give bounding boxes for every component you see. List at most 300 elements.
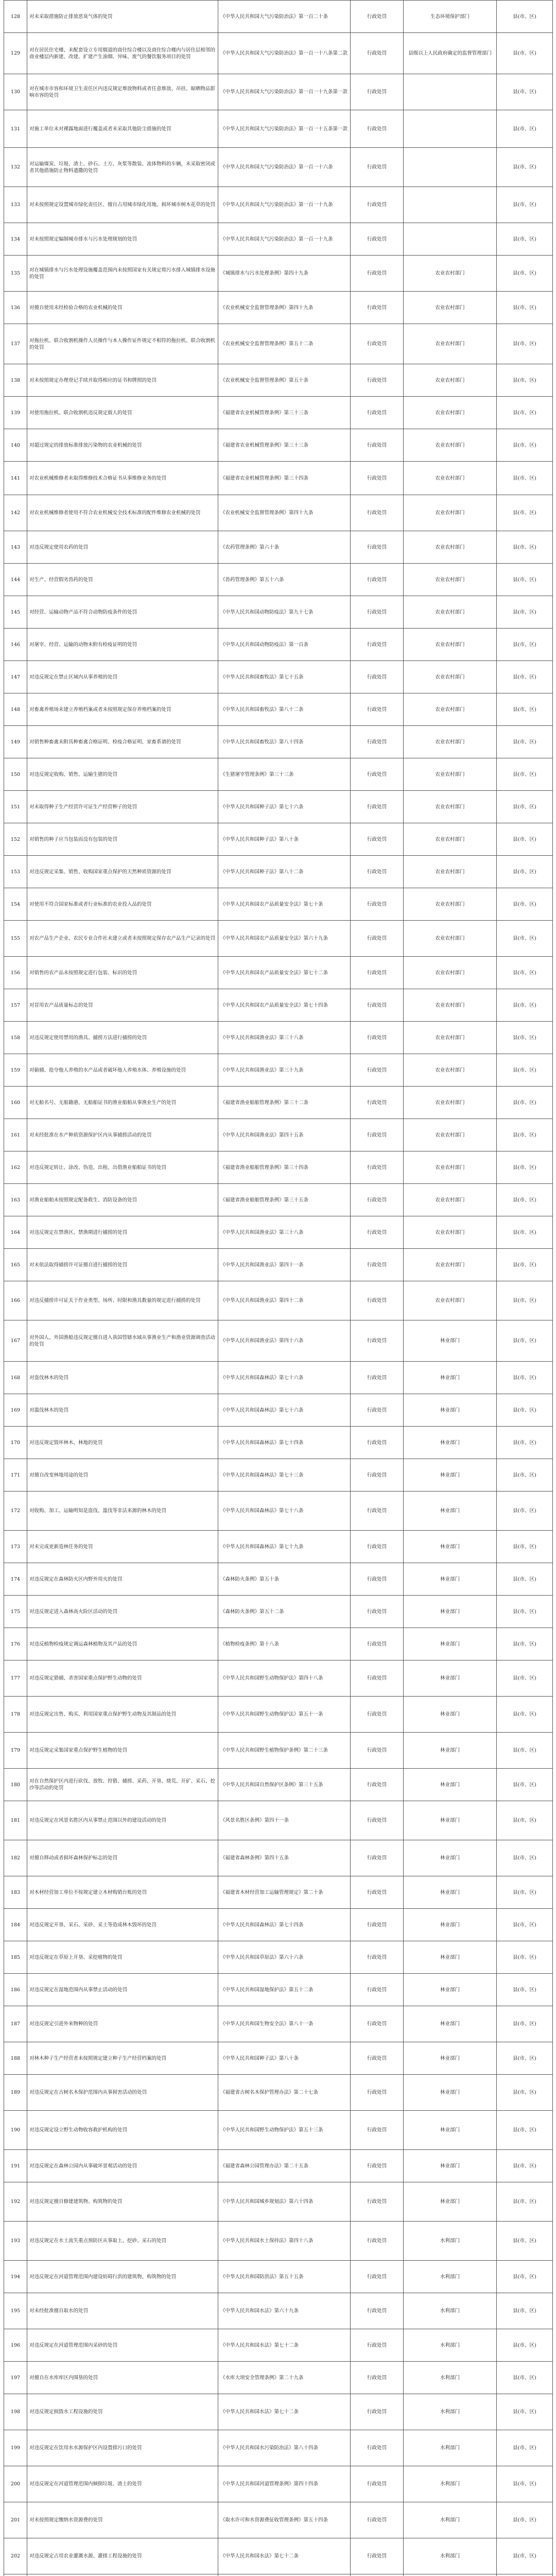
table-row (4, 1628, 553, 1660)
exercise-level-cell: 县(市、区) (497, 2430, 553, 2466)
exercise-level-cell: 县(市、区) (497, 2261, 553, 2293)
row-number-cell: 172 (4, 1492, 27, 1531)
table-row (4, 495, 553, 531)
matter-name-cell: 对在居民住宅楼、未配套设立专用烟道的商住综合楼以及商住综合楼内与居住层相邻的商业楼层内新建、改建、扩建产生油烟、异味、废气的餐饮服务项目的处罚 (27, 33, 218, 74)
matter-name-cell: 对违反规定在河道管理范围内倾倒垃圾、渣土的处罚 (27, 2466, 218, 2502)
exercise-level-cell: 县(市、区) (497, 1596, 553, 1628)
row-number-cell: 128 (4, 1, 27, 33)
exercise-level-cell: 县(市、区) (497, 758, 553, 791)
matter-name-cell: 对在自然保护区内进行砍伐、放牧、狩猎、捕捞、采药、开垦、烧荒、开矿、采石、挖沙等活动的处罚 (27, 1769, 218, 1801)
implementing-department-cell: 农业农村部门 (404, 629, 497, 661)
exercise-level-cell: 县(市、区) (497, 2293, 553, 2329)
implementing-department-cell: 农业农村部门 (404, 1281, 497, 1320)
implementing-department-cell: 农业农村部门 (404, 1184, 497, 1216)
table-row (4, 2222, 553, 2261)
row-number-cell: 162 (4, 1151, 27, 1184)
matter-name-cell: 对违反规定擅自修建建筑物、构筑物的处罚 (27, 2182, 218, 2222)
exercise-level-cell: 县(市、区) (497, 1876, 553, 1909)
power-type-cell: 行政处罚 (351, 791, 404, 823)
implementing-department-cell: 林业部门 (404, 1840, 497, 1876)
legal-basis-cell: 《中华人民共和国渔业法》第四十五条 (218, 1119, 351, 1151)
row-number-cell: 198 (4, 2394, 27, 2430)
exercise-level-cell: 县(市、区) (497, 2182, 553, 2222)
legal-basis-cell: 《中华人民共和国农产品质量安全法》第七十四条 (218, 989, 351, 1022)
legal-basis-cell: 《森林防火条例》第五十二条 (218, 1596, 351, 1628)
row-number-cell: 182 (4, 1840, 27, 1876)
exercise-level-cell: 县(市、区) (497, 33, 553, 74)
exercise-level-cell: 县(市、区) (497, 187, 553, 223)
matter-name-cell: 对未按照规定办理登记手续并取得相应的证书和牌照的处罚 (27, 364, 218, 397)
table-row (4, 1459, 553, 1492)
exercise-level-cell: 县(市、区) (497, 2042, 553, 2075)
exercise-level-cell: 县(市、区) (497, 495, 553, 531)
row-number-cell: 135 (4, 256, 27, 292)
table-row (4, 629, 553, 661)
exercise-level-cell: 县(市、区) (497, 256, 553, 292)
exercise-level-cell: 县(市、区) (497, 397, 553, 429)
table-row (4, 957, 553, 989)
implementing-department-cell: 林业部门 (404, 1394, 497, 1427)
legal-basis-cell: 《中华人民共和国生物安全法》第八十一条 (218, 2006, 351, 2042)
row-number-cell: 179 (4, 1733, 27, 1769)
row-number-cell: 194 (4, 2261, 27, 2293)
implementing-department-cell: 水利部门 (404, 2430, 497, 2466)
legal-basis-cell: 《中华人民共和国动物防疫法》第一百条 (218, 629, 351, 661)
table-row (4, 2075, 553, 2111)
exercise-level-cell: 县(市、区) (497, 1941, 553, 1974)
exercise-level-cell: 县(市、区) (497, 148, 553, 187)
implementing-department-cell: 农业农村部门 (404, 429, 497, 462)
power-type-cell: 行政处罚 (351, 1087, 404, 1119)
row-number-cell: 149 (4, 726, 27, 758)
exercise-level-cell: 县(市、区) (497, 462, 553, 495)
table-row (4, 256, 553, 292)
implementing-department-cell: 水利部门 (404, 2466, 497, 2502)
row-number-cell: 147 (4, 661, 27, 693)
matter-name-cell: 对违反规定在水土流失重点预防区从事取土、挖砂、采石的处罚 (27, 2222, 218, 2261)
power-type-cell: 行政处罚 (351, 1249, 404, 1281)
power-type-cell: 行政处罚 (351, 2502, 404, 2538)
exercise-level-cell: 县(市、区) (497, 1909, 553, 1941)
implementing-department-cell: 林业部门 (404, 1427, 497, 1459)
matter-name-cell: 对农产品生产企业、农民专业合作社未建立或者未按照规定保存农产品生产记录的处罚 (27, 921, 218, 957)
power-type-cell: 行政处罚 (351, 1022, 404, 1054)
matter-name-cell: 对未取得种子生产经营许可证生产经营种子的处罚 (27, 791, 218, 823)
matter-name-cell: 对违反规定采集国家重点保护野生植物的处罚 (27, 1733, 218, 1769)
row-number-cell: 176 (4, 1628, 27, 1660)
exercise-level-cell: 县(市、区) (497, 1769, 553, 1801)
legal-basis-cell: 《中华人民共和国水法》第七十二条 (218, 2394, 351, 2430)
table-row (4, 148, 553, 187)
implementing-department-cell: 水利部门 (404, 2362, 497, 2394)
implementing-department-cell: 林业部门 (404, 1697, 497, 1733)
exercise-level-cell: 县(市、区) (497, 292, 553, 324)
exercise-level-cell: 县(市、区) (497, 1801, 553, 1840)
table-row (4, 1427, 553, 1459)
power-type-cell: 行政处罚 (351, 1394, 404, 1427)
exercise-level-cell: 县(市、区) (497, 1563, 553, 1596)
row-number-cell: 151 (4, 791, 27, 823)
exercise-level-cell: 县(市、区) (497, 1249, 553, 1281)
row-number-cell: 202 (4, 2538, 27, 2574)
legal-basis-cell: 《生猪屠宰管理条例》第三十三条 (218, 758, 351, 791)
legal-basis-cell: 《福建省古树名木保护管理办法》第二十七条 (218, 2075, 351, 2111)
matter-name-cell: 对擅自移动或者损坏森林保护标志的处罚 (27, 1840, 218, 1876)
implementing-department-cell: 林业部门 (404, 2042, 497, 2075)
table-row (4, 397, 553, 429)
exercise-level-cell: 县(市、区) (497, 1840, 553, 1876)
power-type-cell: 行政处罚 (351, 1362, 404, 1394)
matter-name-cell: 对运输煤炭、垃圾、渣土、砂石、土方、灰浆等散装、流体物料的车辆，未采取密闭或者其他措施防止物料遗撒的处罚 (27, 148, 218, 187)
table-row (4, 2111, 553, 2150)
legal-basis-cell: 《中华人民共和国森林法》第七十四条 (218, 1427, 351, 1459)
row-number-cell: 177 (4, 1660, 27, 1697)
row-number-cell: 180 (4, 1769, 27, 1801)
table-row (4, 292, 553, 324)
matter-name-cell: 对违反规定猎捕、杀害国家重点保护野生动物的处罚 (27, 1660, 218, 1697)
power-type-cell: 行政处罚 (351, 531, 404, 564)
table-row (4, 2466, 553, 2502)
implementing-department-cell: 水利部门 (404, 2222, 497, 2261)
implementing-department-cell: 农业农村部门 (404, 1119, 497, 1151)
matter-name-cell: 对违反规定在河道管理范围内建设妨碍行洪的建筑物、构筑物的处罚 (27, 2261, 218, 2293)
power-type-cell: 行政处罚 (351, 1697, 404, 1733)
legal-basis-cell: 《中华人民共和国森林法》第七十六条 (218, 1394, 351, 1427)
power-type-cell: 行政处罚 (351, 1, 404, 33)
row-number-cell: 184 (4, 1909, 27, 1941)
implementing-department-cell (404, 223, 497, 256)
exercise-level-cell: 县(市、区) (497, 324, 553, 364)
legal-basis-cell: 《中华人民共和国森林法》第七十九条 (218, 1531, 351, 1563)
row-number-cell: 155 (4, 921, 27, 957)
matter-name-cell: 对违反规定在古树名木保护范围内从事损害活动的处罚 (27, 2075, 218, 2111)
exercise-level-cell: 县(市、区) (497, 1733, 553, 1769)
power-type-cell: 行政处罚 (351, 397, 404, 429)
legal-basis-cell: 《中华人民共和国大气污染防治法》第一百一十五条第一款 (218, 110, 351, 148)
table-row (4, 2293, 553, 2329)
row-number-cell: 144 (4, 564, 27, 596)
matter-name-cell: 对林木种子生产经营者未按照规定建立种子生产经营档案的处罚 (27, 2042, 218, 2075)
table-row (4, 1281, 553, 1320)
matter-name-cell: 对拖拉机、联合收割机操作人员操作与本人操作证件规定不相符的拖拉机、联合收割机的处罚 (27, 324, 218, 364)
matter-name-cell: 对未完成更新造林任务的处罚 (27, 1531, 218, 1563)
exercise-level-cell: 县(市、区) (497, 2362, 553, 2394)
table-row (4, 791, 553, 823)
power-type-cell: 行政处罚 (351, 1054, 404, 1087)
row-number-cell: 195 (4, 2293, 27, 2329)
row-number-cell: 137 (4, 324, 27, 364)
exercise-level-cell: 县(市、区) (497, 1281, 553, 1320)
row-number-cell: 146 (4, 629, 27, 661)
table-row (4, 1119, 553, 1151)
implementing-department-cell (404, 2574, 497, 2576)
power-type-cell: 行政处罚 (351, 726, 404, 758)
power-type-cell: 行政处罚 (351, 1733, 404, 1769)
legal-basis-cell: 《中华人民共和国农产品质量安全法》第七十条 (218, 888, 351, 921)
exercise-level-cell: 县(市、区) (497, 1022, 553, 1054)
row-number-cell: 173 (4, 1531, 27, 1563)
power-type-cell: 行政处罚 (351, 888, 404, 921)
implementing-department-cell: 农业农村部门 (404, 495, 497, 531)
legal-basis-cell: 《兽药管理条例》第五十六条 (218, 564, 351, 596)
legal-basis-cell: 《中华人民共和国水法》第七十二条 (218, 2329, 351, 2362)
table-row (4, 2329, 553, 2362)
power-type-cell: 行政处罚 (351, 1974, 404, 2006)
exercise-level-cell: 县(市、区) (497, 823, 553, 856)
matter-name-cell: 对违反规定使用禁用的渔具、捕捞方法进行捕捞的处罚 (27, 1022, 218, 1054)
row-number-cell: 129 (4, 33, 27, 74)
legal-basis-cell: 《森林防火条例》第五十条 (218, 1563, 351, 1596)
power-type-cell: 行政处罚 (351, 2430, 404, 2466)
table-row (4, 2574, 553, 2576)
exercise-level-cell: 县(市、区) (497, 1216, 553, 1249)
implementing-department-cell: 农业农村部门 (404, 957, 497, 989)
legal-basis-cell: 《农业机械安全监督管理条例》第五十条 (218, 364, 351, 397)
table-row (4, 2042, 553, 2075)
legal-basis-cell: 《中华人民共和国湿地保护法》第五十二条 (218, 1974, 351, 2006)
legal-basis-cell: 《中华人民共和国畜牧法》第七十五条 (218, 661, 351, 693)
table-row (4, 2362, 553, 2394)
row-number-cell: 164 (4, 1216, 27, 1249)
exercise-level-cell: 县(市、区) (497, 791, 553, 823)
row-number-cell: 171 (4, 1459, 27, 1492)
legal-basis-cell: 《福建省农业机械管理条例》第三十三条 (218, 429, 351, 462)
row-number-cell: 197 (4, 2362, 27, 2394)
implementing-department-cell: 林业部门 (404, 1660, 497, 1697)
power-type-cell: 行政处罚 (351, 2538, 404, 2574)
row-number-cell: 186 (4, 1974, 27, 2006)
legal-basis-cell: 《福建省渔业船舶管理条例》第三十二条 (218, 1087, 351, 1119)
matter-name-cell: 对违反规定在饮用水水源保护区内设置排污口的处罚 (27, 2430, 218, 2466)
matter-name-cell: 对违反规定开垦、采石、采砂、采土等造成林木毁坏的处罚 (27, 1909, 218, 1941)
row-number-cell: 169 (4, 1394, 27, 1427)
row-number-cell: 163 (4, 1184, 27, 1216)
exercise-level-cell: 县(市、区) (497, 629, 553, 661)
table-row (4, 1733, 553, 1769)
legal-basis-cell: 《中华人民共和国野生动物保护法》第五十一条 (218, 1697, 351, 1733)
legal-basis-cell: 《中华人民共和国农产品质量安全法》第七十二条 (218, 957, 351, 989)
matter-name-cell: 对滥伐林木的处罚 (27, 1394, 218, 1427)
exercise-level-cell: 县(市、区) (497, 429, 553, 462)
exercise-level-cell: 县(市、区) (497, 989, 553, 1022)
implementing-department-cell: 林业部门 (404, 1801, 497, 1840)
legal-basis-cell: 《福建省渔业船舶管理条例》第三十四条 (218, 1151, 351, 1184)
matter-name-cell: 对屠宰、经营、运输的动物未附有检疫证明的处罚 (27, 629, 218, 661)
legal-basis-cell: 《植物检疫条例》第十八条 (218, 1628, 351, 1660)
exercise-level-cell: 县(市、区) (497, 888, 553, 921)
table-row (4, 2538, 553, 2574)
row-number-cell (4, 2574, 27, 2576)
legal-basis-cell: 《中华人民共和国防洪法》第五十五条 (218, 2261, 351, 2293)
power-type-cell: 行政处罚 (351, 2394, 404, 2430)
matter-name-cell: 对违反规定进入森林高火险区活动的处罚 (27, 1596, 218, 1628)
implementing-department-cell: 林业部门 (404, 1628, 497, 1660)
table-row (4, 364, 553, 397)
row-number-cell: 200 (4, 2466, 27, 2502)
table-row (4, 1216, 553, 1249)
exercise-level-cell: 县(市、区) (497, 693, 553, 726)
power-list-table (4, 0, 553, 2576)
matter-name-cell: 对无船名号、无船籍港、无船舶证书的渔业船舶从事渔业生产的处罚 (27, 1087, 218, 1119)
legal-basis-cell: 《中华人民共和国种子法》第八十条 (218, 2042, 351, 2075)
legal-basis-cell: 《中华人民共和国大气污染防治法》第一百一十九条 (218, 223, 351, 256)
matter-name-cell: 对经营、运输动物产品不符合动物防疫条件的处罚 (27, 596, 218, 629)
legal-basis-cell: 《中华人民共和国森林法》第七十六条 (218, 1362, 351, 1394)
matter-name-cell: 对违反规定引进外来物种的处罚 (27, 2006, 218, 2042)
row-number-cell: 145 (4, 596, 27, 629)
matter-name-cell: 对违反规定在草原上开垦、采挖植物的处罚 (27, 1941, 218, 1974)
matter-name-cell: 对擅自使用未经检验合格的农业机械的处罚 (27, 292, 218, 324)
table-row (4, 1596, 553, 1628)
implementing-department-cell: 农业农村部门 (404, 921, 497, 957)
table-row (4, 1087, 553, 1119)
implementing-department-cell: 农业农村部门 (404, 1249, 497, 1281)
legal-basis-cell: 《中华人民共和国森林法》第七十八条 (218, 1492, 351, 1531)
implementing-department-cell: 水利部门 (404, 2261, 497, 2293)
implementing-department-cell: 林业部门 (404, 1320, 497, 1362)
row-number-cell: 138 (4, 364, 27, 397)
legal-basis-cell: 《福建省农业机械管理条例》第三十四条 (218, 462, 351, 495)
table-row (4, 1563, 553, 1596)
power-type-cell: 行政处罚 (351, 292, 404, 324)
row-number-cell: 199 (4, 2430, 27, 2466)
legal-basis-cell: 《风景名胜区条例》第四十一条 (218, 1801, 351, 1840)
exercise-level-cell: 县(市、区) (497, 596, 553, 629)
matter-name-cell: 对未经批准擅自取水的处罚 (27, 2293, 218, 2329)
legal-basis-cell: 《福建省农业机械管理条例》第三十三条 (218, 397, 351, 429)
row-number-cell: 160 (4, 1087, 27, 1119)
power-type-cell: 行政处罚 (351, 1660, 404, 1697)
power-type-cell: 行政处罚 (351, 1459, 404, 1492)
power-type-cell: 行政处罚 (351, 1563, 404, 1596)
power-type-cell: 行政处罚 (351, 1596, 404, 1628)
power-type-cell: 行政处罚 (351, 324, 404, 364)
implementing-department-cell: 农业农村部门 (404, 1087, 497, 1119)
legal-basis-cell: 《农业机械安全监督管理条例》第四十九条 (218, 495, 351, 531)
power-type-cell: 行政处罚 (351, 1151, 404, 1184)
matter-name-cell: 对收购、加工、运输明知是盗伐、滥伐等非法来源的林木的处罚 (27, 1492, 218, 1531)
implementing-department-cell: 农业农村部门 (404, 1054, 497, 1087)
implementing-department-cell: 林业部门 (404, 1563, 497, 1596)
matter-name-cell: 对在城镇排水与污水处理设施覆盖范围内未按照国家有关规定将污水排入城镇排水设施的处罚 (27, 256, 218, 292)
legal-basis-cell: 《城镇排水与污水处理条例》第四十九条 (218, 256, 351, 292)
row-number-cell: 133 (4, 187, 27, 223)
matter-name-cell: 对违反规定在湿地范围内从事禁止活动的处罚 (27, 1974, 218, 2006)
matter-name-cell: 对未按照规定设置城市绿化责任区、擅自占用城市绿化用地、损坏城市树木花草的处罚 (27, 187, 218, 223)
matter-name-cell: 对违反规定在森林公园内从事破坏景观活动的处罚 (27, 2150, 218, 2182)
implementing-department-cell (404, 148, 497, 187)
matter-name-cell: 对渔业船舶未按照规定配备救生、消防设备的处罚 (27, 1184, 218, 1216)
legal-basis-cell: 《福建省渔业船舶管理条例》第三十五条 (218, 1184, 351, 1216)
matter-name-cell: 对违反规定在禁渔区、禁渔期进行捕捞的处罚 (27, 1216, 218, 1249)
matter-name-cell: 对未采取措施防止排放恶臭气体的处罚 (27, 1, 218, 33)
table-row (4, 33, 553, 74)
implementing-department-cell: 农业农村部门 (404, 256, 497, 292)
row-number-cell: 181 (4, 1801, 27, 1840)
row-number-cell: 187 (4, 2006, 27, 2042)
table-row (4, 1184, 553, 1216)
power-type-cell: 行政处罚 (351, 989, 404, 1022)
matter-name-cell: 对木材经营加工单位不按规定建立木材购销台账的处罚 (27, 1876, 218, 1909)
exercise-level-cell: 县(市、区) (497, 1660, 553, 1697)
table-row (4, 726, 553, 758)
matter-name-cell: 对违反规定在森林防火区内野外用火的处罚 (27, 1563, 218, 1596)
matter-name-cell: 对违反规定采集、销售、收购国家重点保护的天然种质资源的处罚 (27, 856, 218, 888)
power-type-cell: 行政处罚 (351, 1184, 404, 1216)
exercise-level-cell: 县(市、区) (497, 856, 553, 888)
matter-name-cell: 对农业机械维修者未取得维修技术合格证书从事维修业务的处罚 (27, 462, 218, 495)
table-row (4, 1974, 553, 2006)
power-type-cell: 行政处罚 (351, 1876, 404, 1909)
exercise-level-cell: 县(市、区) (497, 957, 553, 989)
implementing-department-cell: 生态环境保护部门 (404, 1, 497, 33)
legal-basis-cell: 《中华人民共和国野生动物保护法》第五十三条 (218, 2111, 351, 2150)
implementing-department-cell: 农业农村部门 (404, 758, 497, 791)
row-number-cell: 174 (4, 1563, 27, 1596)
table-row (4, 758, 553, 791)
table-row (4, 921, 553, 957)
matter-name-cell (27, 2574, 218, 2576)
power-type-cell: 行政处罚 (351, 429, 404, 462)
power-type-cell: 行政处罚 (351, 957, 404, 989)
exercise-level-cell: 县(市、区) (497, 1320, 553, 1362)
matter-name-cell: 对违反规定出售、购买、利用国家重点保护野生动物及其制品的处罚 (27, 1697, 218, 1733)
table-row (4, 1362, 553, 1394)
legal-basis-cell: 《中华人民共和国河道管理条例》第四十四条 (218, 2466, 351, 2502)
row-number-cell: 156 (4, 957, 27, 989)
exercise-level-cell: 县(市、区) (497, 1087, 553, 1119)
legal-basis-cell: 《中华人民共和国水污染防治法》第八十四条 (218, 2430, 351, 2466)
power-type-cell: 行政处罚 (351, 2150, 404, 2182)
exercise-level-cell: 县(市、区) (497, 1459, 553, 1492)
implementing-department-cell: 农业农村部门 (404, 364, 497, 397)
implementing-department-cell: 水利部门 (404, 2293, 497, 2329)
implementing-department-cell: 林业部门 (404, 1974, 497, 2006)
row-number-cell: 150 (4, 758, 27, 791)
power-type-cell: 行政处罚 (351, 1941, 404, 1974)
row-number-cell: 157 (4, 989, 27, 1022)
table-row (4, 1394, 553, 1427)
row-number-cell: 158 (4, 1022, 27, 1054)
legal-basis-cell: 《中华人民共和国动物防疫法》第九十七条 (218, 596, 351, 629)
row-number-cell: 191 (4, 2150, 27, 2182)
power-type-cell: 行政处罚 (351, 921, 404, 957)
power-type-cell: 行政处罚 (351, 2293, 404, 2329)
power-type-cell: 行政处罚 (351, 2182, 404, 2222)
power-type-cell: 行政处罚 (351, 2222, 404, 2261)
table-row (4, 661, 553, 693)
implementing-department-cell: 农业农村部门 (404, 888, 497, 921)
legal-basis-cell: 《中华人民共和国草原法》第六十六条 (218, 1941, 351, 1974)
implementing-department-cell: 林业部门 (404, 1909, 497, 1941)
table-row (4, 74, 553, 110)
table-row (4, 1492, 553, 1531)
row-number-cell: 190 (4, 2111, 27, 2150)
exercise-level-cell: 县(市、区) (497, 2466, 553, 2502)
matter-name-cell: 对违反规定占用农业灌溉水源、灌排工程设施的处罚 (27, 2538, 218, 2574)
table-row (4, 693, 553, 726)
implementing-department-cell: 水利部门 (404, 2329, 497, 2362)
row-number-cell: 178 (4, 1697, 27, 1733)
legal-basis-cell: 《中华人民共和国渔业法》第四十二条 (218, 1281, 351, 1320)
legal-basis-cell: 《中华人民共和国种子法》第七十六条 (218, 791, 351, 823)
implementing-department-cell: 县级以上人民政府确定的监督管理部门 (404, 33, 497, 74)
matter-name-cell: 对违反规定转让、涂改、伪造、出租、出借渔业船舶证书的处罚 (27, 1151, 218, 1184)
row-number-cell: 139 (4, 397, 27, 429)
exercise-level-cell: 县(市、区) (497, 1, 553, 33)
legal-basis-cell: 《中华人民共和国畜牧法》第八十二条 (218, 693, 351, 726)
matter-name-cell: 对未按照规定缴纳水资源费的处罚 (27, 2502, 218, 2538)
